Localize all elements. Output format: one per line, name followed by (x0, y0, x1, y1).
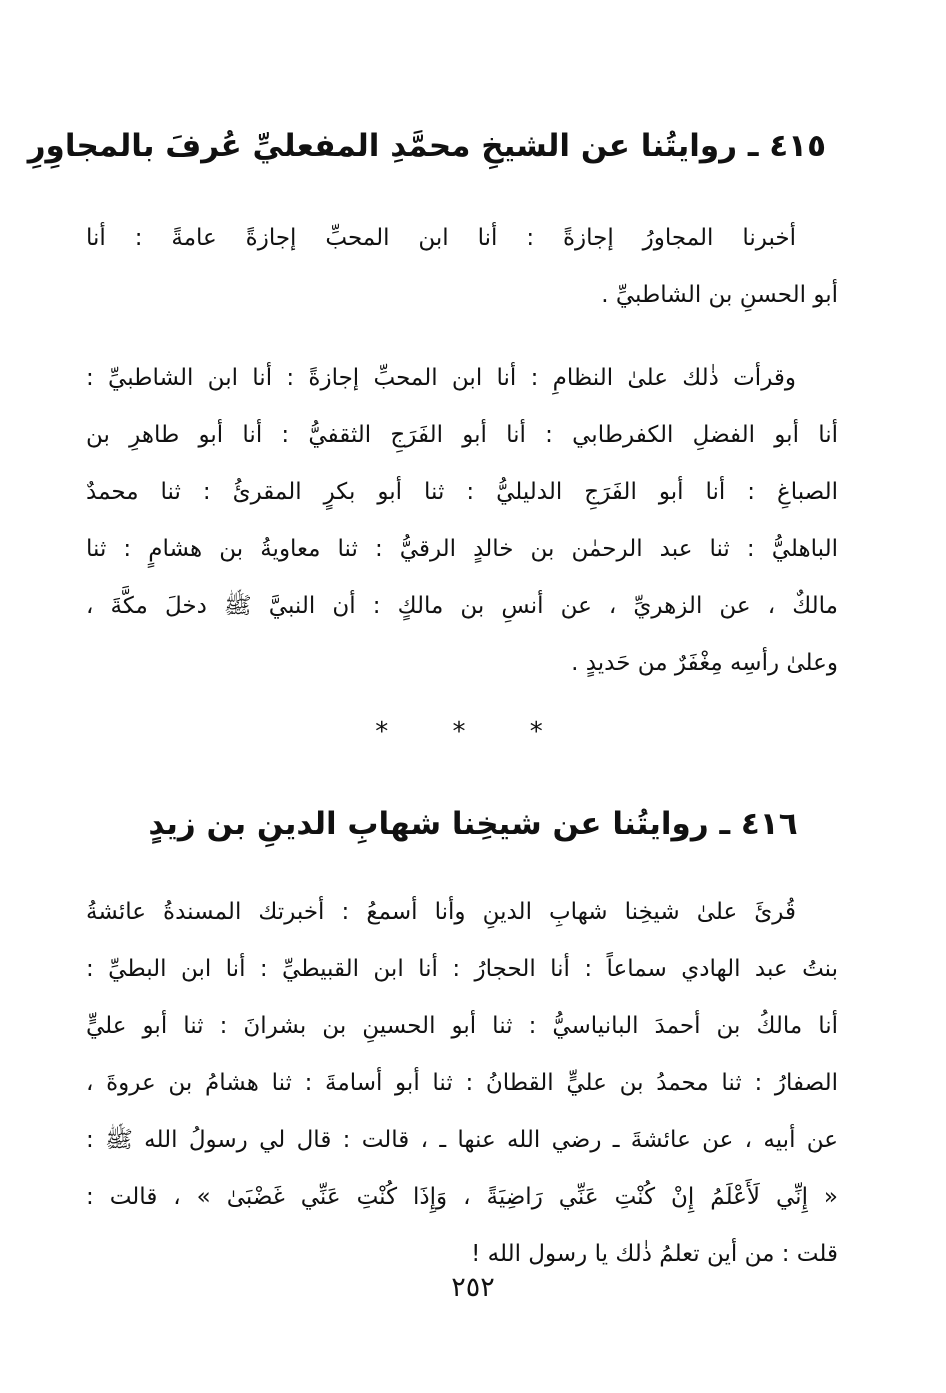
text-line: الصباغِ : أنا أبو الفَرَجِ الدليليُّ : ثنا أبو بكرٍ المقرئُ : ثنا محمدٌ (86, 479, 838, 505)
text-line: وقرأت ذٰلك علىٰ النظامِ : أنا ابن المحبِّ إجازةً : أنا ابن الشاطبيِّ : (86, 365, 796, 391)
text-line: بنتُ عبد الهادي سماعاً : أنا الحجارُ : أنا ابن القبيطيِّ : أنا ابن البطيِّ : (86, 956, 838, 982)
text-line: مالكٌ ، عن الزهريِّ ، عن أنسِ بن مالكٍ : أن النبيَّ ﷺ دخلَ مكَّةَ ، (86, 593, 838, 619)
section-416-paragraph (86, 884, 838, 1283)
section-416-heading: ٤١٦ ـ روايتُنا عن شيخِنا شهابِ الدينِ بن زيدٍ (148, 806, 798, 842)
text-line: الصفارُ : ثنا محمدُ بن عليٍّ القطانُ : ثنا أبو أسامةَ : ثنا هشامُ بن عروةَ ، (86, 1070, 838, 1096)
text-line: قُرئَ علىٰ شيخِنا شهابِ الدينِ وأنا أسمعُ : أخبرتك المسندةُ عائشةُ (86, 899, 796, 925)
text-line: وعلىٰ رأسِه مِغْفَرٌ من حَديدٍ . (571, 650, 838, 676)
section-415-paragraph-1 (86, 210, 838, 324)
text-line: أنا أبو الفضلِ الكفرطابي : أنا أبو الفَرَجِ الثقفيُّ : أنا أبو طاهرِ بن (86, 422, 838, 448)
section-415-paragraph-2 (86, 350, 838, 692)
text-line: الباهليُّ : ثنا عبد الرحمٰن بن خالدٍ الرقيُّ : ثنا معاويةُ بن هشامٍ : ثنا (86, 536, 838, 562)
text-line: « إِنِّي لَأَعْلَمُ إِنْ كُنْتِ عَنِّي رَاضِيَةً ، وَإِذَا كُنْتِ عَنِّي غَضْبَىٰ » ، قالت : (86, 1184, 838, 1210)
section-415-heading: ٤١٥ ـ روايتُنا عن الشيخِ محمَّدِ المفعليِّ عُرفَ بالمجاوِرِ (27, 128, 826, 164)
text-line: قلت : من أين تعلمُ ذٰلك يا رسول الله ! (471, 1241, 838, 1267)
page-number: ٢٥٢ (451, 1272, 495, 1303)
text-line: أنا مالكُ بن أحمدَ البانياسيُّ : ثنا أبو الحسينِ بن بشرانَ : ثنا أبو عليٍّ (86, 1013, 838, 1039)
text-line: أخبرنا المجاورُ إجازةً : أنا ابن المحبِّ إجازةً عامةً : أنا (86, 225, 796, 251)
section-separator: * * * (375, 717, 571, 747)
text-line: أبو الحسنِ بن الشاطبيِّ . (601, 282, 838, 308)
text-line: عن أبيه ، عن عائشةَ ـ رضي الله عنها ـ ، قالت : قال لي رسولُ الله ﷺ : (86, 1127, 838, 1153)
